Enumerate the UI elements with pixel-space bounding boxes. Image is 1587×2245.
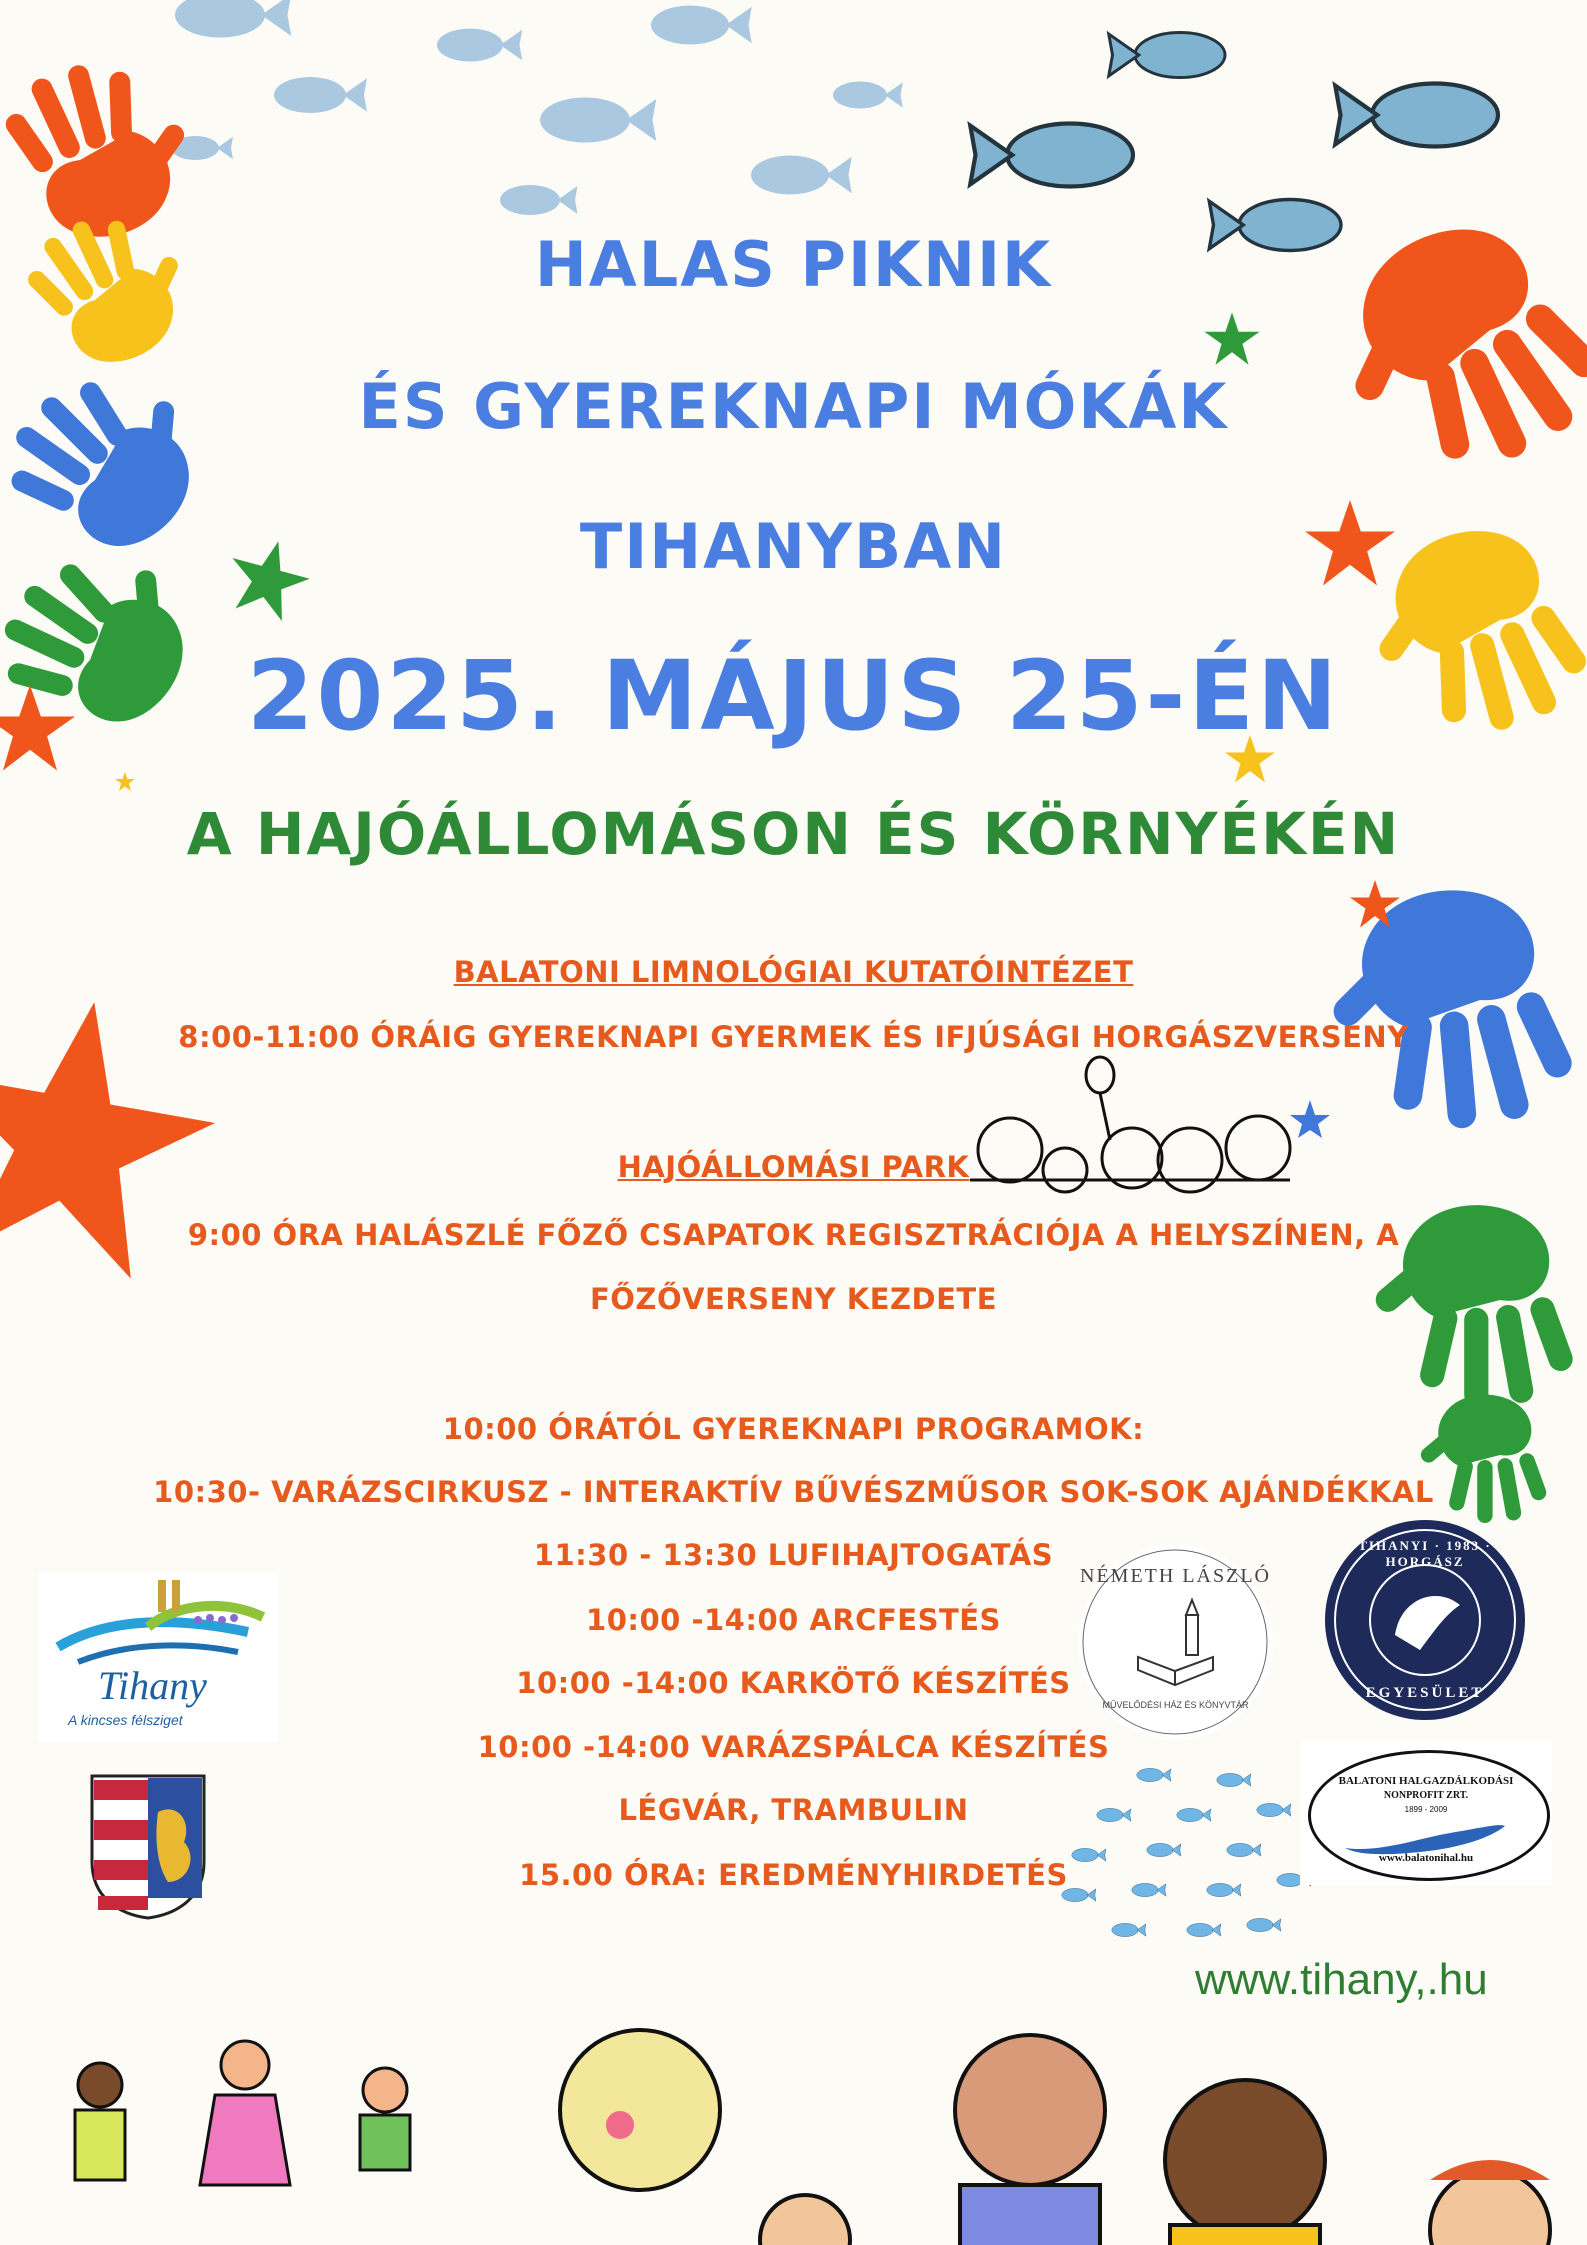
nemeth-laszlo-name: NÉMETH LÁSZLÓ (1080, 1565, 1271, 1587)
event-date: 2025. MÁJUS 25-ÉN (246, 640, 1341, 752)
balatoni-logo-line1: BALATONI HALGAZDÁLKODÁSI (1338, 1775, 1514, 1787)
program-item: LÉGVÁR, TRAMBULIN (618, 1793, 969, 1827)
balatoni-logo-line2: NONPROFIT ZRT. (1383, 1790, 1469, 1801)
program-item: 10:00 -14:00 ARCFESTÉS (586, 1603, 1001, 1637)
title-line-2: ÉS GYEREKNAPI MÓKÁK (358, 370, 1229, 443)
program-item: 11:30 - 13:30 LUFIHAJTOGATÁS (533, 1538, 1054, 1572)
title-line-3: TIHANYBAN (579, 510, 1008, 583)
horgasz-egyesulet-logo (1325, 1520, 1525, 1720)
section-heading-park: HAJÓÁLLOMÁSI PARK (617, 1150, 970, 1184)
programs-heading: 10:00 ÓRÁTÓL GYEREKNAPI PROGRAMOK: (442, 1412, 1145, 1446)
balatoni-halgazdalkodasi-logo (1300, 1740, 1552, 1885)
nemeth-laszlo-logo (1078, 1545, 1273, 1740)
tihany-logo-tagline: A kincses félsziget (68, 1712, 183, 1728)
coat-of-arms-icon (88, 1772, 208, 1920)
title-line-1: HALAS PIKNIK (534, 228, 1053, 301)
schedule-line: FŐZŐVERSENY KEZDETE (589, 1282, 998, 1316)
nemeth-laszlo-subtitle: MŰVELŐDÉSI HÁZ ÉS KÖNYVTÁR (1102, 1700, 1249, 1710)
schedule-line: 9:00 ÓRA HALÁSZLÉ FŐZŐ CSAPATOK REGISZTRÁCIÓJA A HELYSZÍNEN, A (187, 1218, 1400, 1252)
horgasz-bottom-text: EGYESÜLET (1365, 1685, 1485, 1701)
tihany-logo (38, 1572, 278, 1742)
fish-icon (171, 0, 903, 215)
star-icon (1290, 1100, 1330, 1138)
horgasz-top-text: TIHANYI · 1983 · HORGÁSZ (1358, 1538, 1492, 1569)
balatoni-logo-years: 1899 - 2009 (1404, 1805, 1448, 1814)
event-location: A HAJÓÁLLOMÁSON ÉS KÖRNYÉKÉN (186, 800, 1401, 868)
tihany-wave-icon (38, 1572, 278, 1672)
program-item: 15.00 ÓRA: EREDMÉNYHIRDETÉS (519, 1858, 1068, 1892)
section-heading-limnology: BALATONI LIMNOLÓGIAI KUTATÓINTÉZET (453, 955, 1134, 989)
website-link[interactable]: www.tihany,.hu (1195, 1955, 1488, 2004)
tihany-logo-name: Tihany (98, 1663, 207, 1708)
program-item: 10:00 -14:00 KARKÖTŐ KÉSZÍTÉS (516, 1666, 1071, 1700)
schedule-line: 8:00-11:00 ÓRÁIG GYEREKNAPI GYERMEK ÉS IFJÚSÁGI HORGÁSZVERSENY (178, 1020, 1409, 1054)
fish-icon (970, 33, 1498, 251)
balatoni-logo-url: www.balatonihal.hu (1378, 1852, 1474, 1864)
kids-doodle-icon (75, 2030, 1550, 2245)
program-item: 10:30- VARÁZSCIRKUSZ - INTERAKTÍV BŰVÉSZMŰSOR SOK-SOK AJÁNDÉKKAL (153, 1475, 1434, 1509)
program-item: 10:00 -14:00 VARÁZSPÁLCA KÉSZÍTÉS (477, 1730, 1110, 1764)
